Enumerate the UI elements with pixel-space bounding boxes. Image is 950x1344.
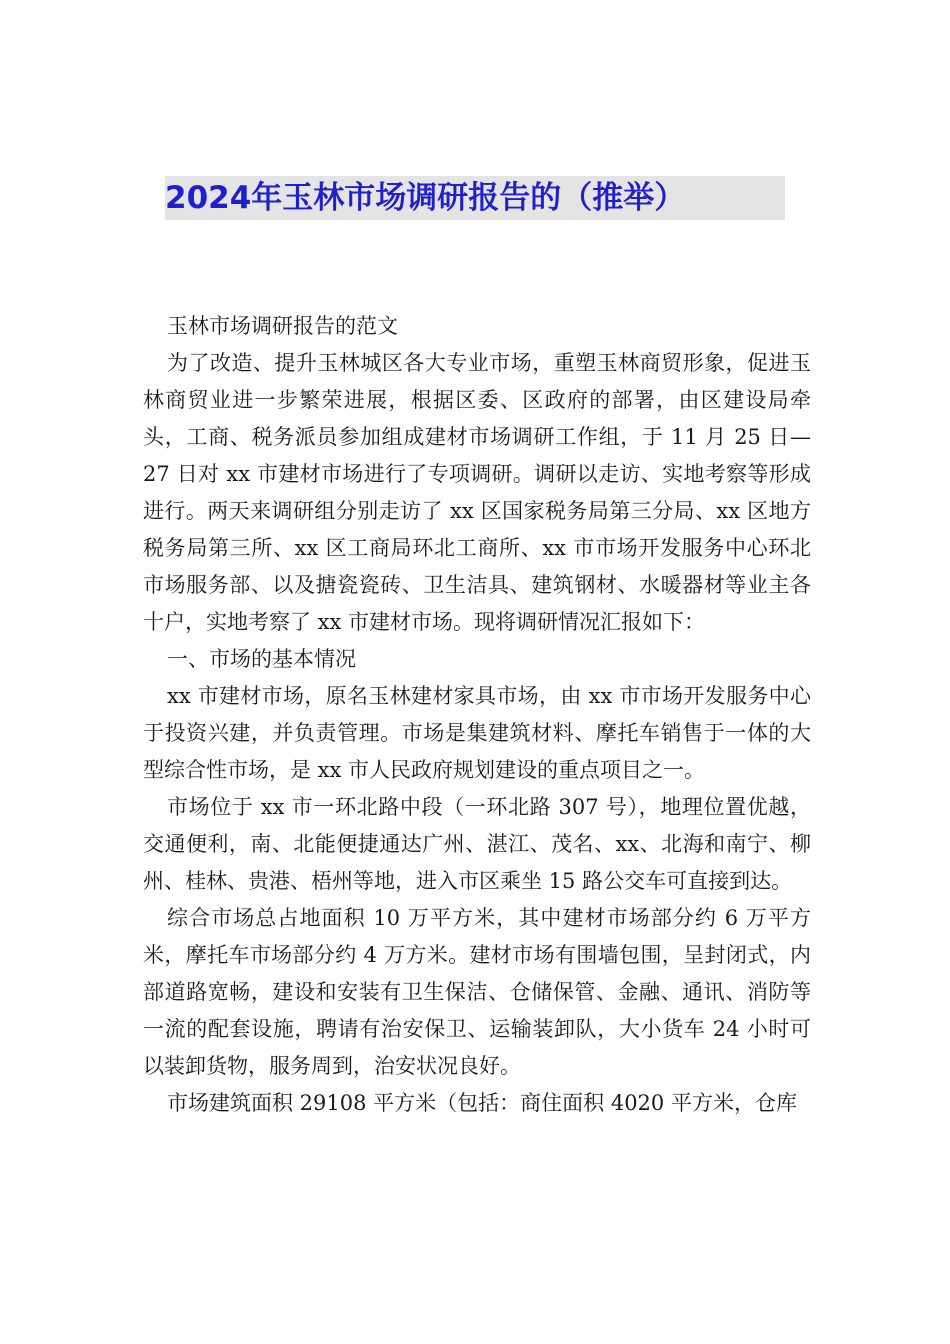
body-paragraph: xx 市建材市场，原名玉林建材家具市场，由 xx 市市场开发服务中心于投资兴建，并负责管理。市场是集建筑材料、摩托车销售于一体的大型综合性市场，是 xx 市人民政府规划建设的重点项目之一。 [143, 684, 811, 782]
body-paragraph: 市场建筑面积 29108 平方米（包括：商住面积 4020 平方米，仓库 [167, 1091, 797, 1115]
subtitle-paragraph: 玉林市场调研报告的范文 [167, 314, 398, 338]
section-heading: 一、市场的基本情况 [167, 647, 356, 671]
body-paragraph: 综合市场总占地面积 10 万平方米，其中建材市场部分约 6 万平方米，摩托车市场部分约 4 万方米。建材市场有围墙包围，呈封闭式，内部道路宽畅，建设和安装有卫生保洁、仓储保管、金融、通讯、消防等一流的配套设施，聘请有治安保卫、运输装卸队，大小货车 24 小时可以装卸货物，服务周到，治安状况良好。 [143, 906, 811, 1078]
document-title: 2024年玉林市场调研报告的（推举） [165, 180, 686, 216]
intro-paragraph: 为了改造、提升玉林城区各大专业市场，重塑玉林商贸形象，促进玉林商贸业进一步繁荣进展，根据区委、区政府的部署，由区建设局牵头，工商、税务派员参加组成建材市场调研工作组，于 11 月 25 日—27 日对 xx 市建材市场进行了专项调研。调研以走访、实地考察等形成进行。两天来调研组分别走访了 xx 区国家税务局第三分局、xx 区地方税务局第三所、xx 区工商局环北工商所、xx 市市场开发服务中心环北市场服务部、以及搪瓷瓷砖、卫生洁具、建筑钢材、水暖器材等业主各十户，实地考察了 xx 市建材市场。现将调研情况汇报如下： [143, 351, 811, 634]
document-body [143, 308, 811, 1122]
body-paragraph: 市场位于 xx 市一环北路中段（一环北路 307 号），地理位置优越，交通便利，南、北能便捷通达广州、湛江、茂名、xx、北海和南宁、柳州、桂林、贵港、梧州等地，进入市区乘坐 15 路公交车可直接到达。 [143, 795, 811, 893]
